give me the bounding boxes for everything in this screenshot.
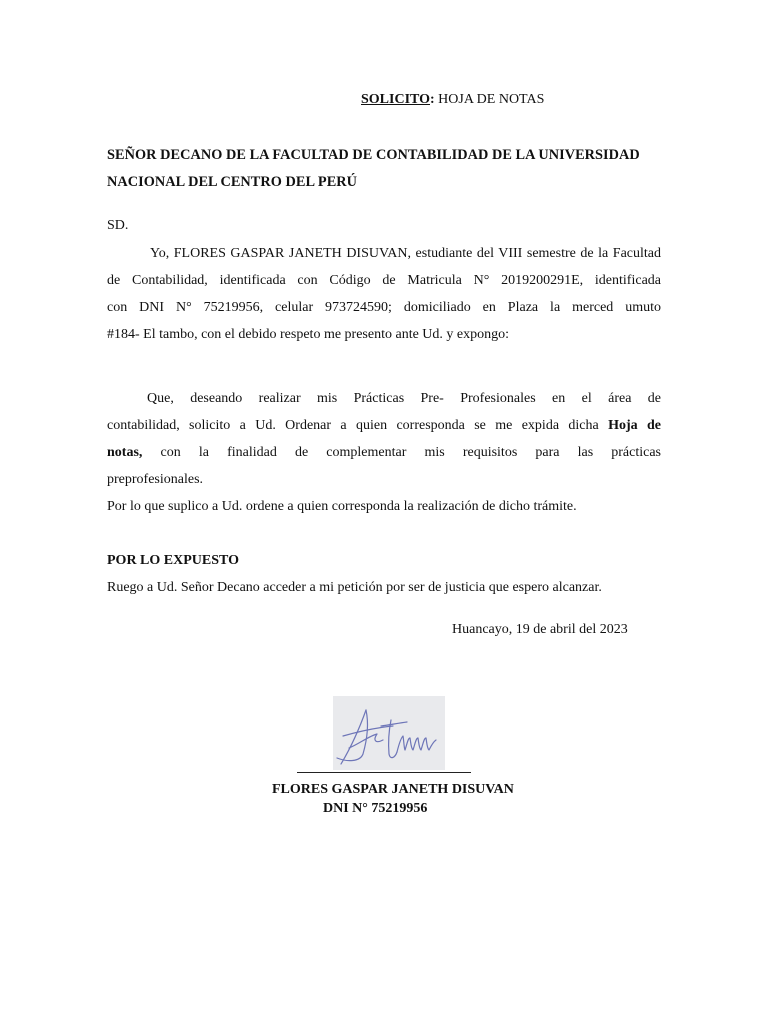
subject-line [361,92,544,108]
subject-text: HOJA DE NOTAS [434,92,545,107]
body-line: preprofesionales. [107,472,204,487]
signer-name: FLORES GASPAR JANETH DISUVAN [272,782,514,797]
signature-line [297,772,471,773]
salutation: SD. [107,218,129,233]
body-line [107,412,661,439]
addressee-line-2: NACIONAL DEL CENTRO DEL PERÚ [107,174,358,190]
intro-line: con DNI N° 75219956, celular 973724590; domiciliado en Plaza la merced umuto [107,300,661,315]
signer-dni: DNI N° 75219956 [323,801,428,816]
body-line [107,439,661,466]
intro-line: Yo, FLORES GASPAR JANETH DISUVAN, estudiante del VIII semestre de la Facultad [150,246,661,261]
signature-image [333,696,445,770]
body-line: Por lo que suplico a Ud. ordene a quien corresponda la realización de dicho trámite. [107,499,577,514]
intro-paragraph [107,240,661,348]
subject-colon: : [430,92,435,107]
body-text: con la finalidad de complementar mis requisitos para las prácticas [142,445,661,460]
body-text: contabilidad, solicito a Ud. Ordenar a quien corresponda se me expida dicha [107,418,609,433]
body-bold-text: notas, [107,445,143,460]
body-bold-text: Hoja de [608,418,661,433]
body-paragraph [107,385,661,520]
place-date: Huancayo, 19 de abril del 2023 [452,622,628,637]
handwritten-signature [333,696,445,770]
closing-text: Ruego a Ud. Señor Decano acceder a mi petición por ser de justicia que espero alcanzar. [107,580,602,595]
addressee-line-1: SEÑOR DECANO DE LA FACULTAD DE CONTABILIDAD DE LA UNIVERSIDAD [107,147,640,163]
intro-line: de Contabilidad, identificada con Código de Matricula N° 2019200291E, identificada [107,273,661,288]
body-line: Que, deseando realizar mis Prácticas Pre- Profesionales en el área de [147,391,661,406]
intro-line: #184- El tambo, con el debido respeto me presento ante Ud. y expongo: [107,327,510,342]
closing-heading: POR LO EXPUESTO [107,553,239,568]
subject-label: SOLICITO [361,92,430,107]
